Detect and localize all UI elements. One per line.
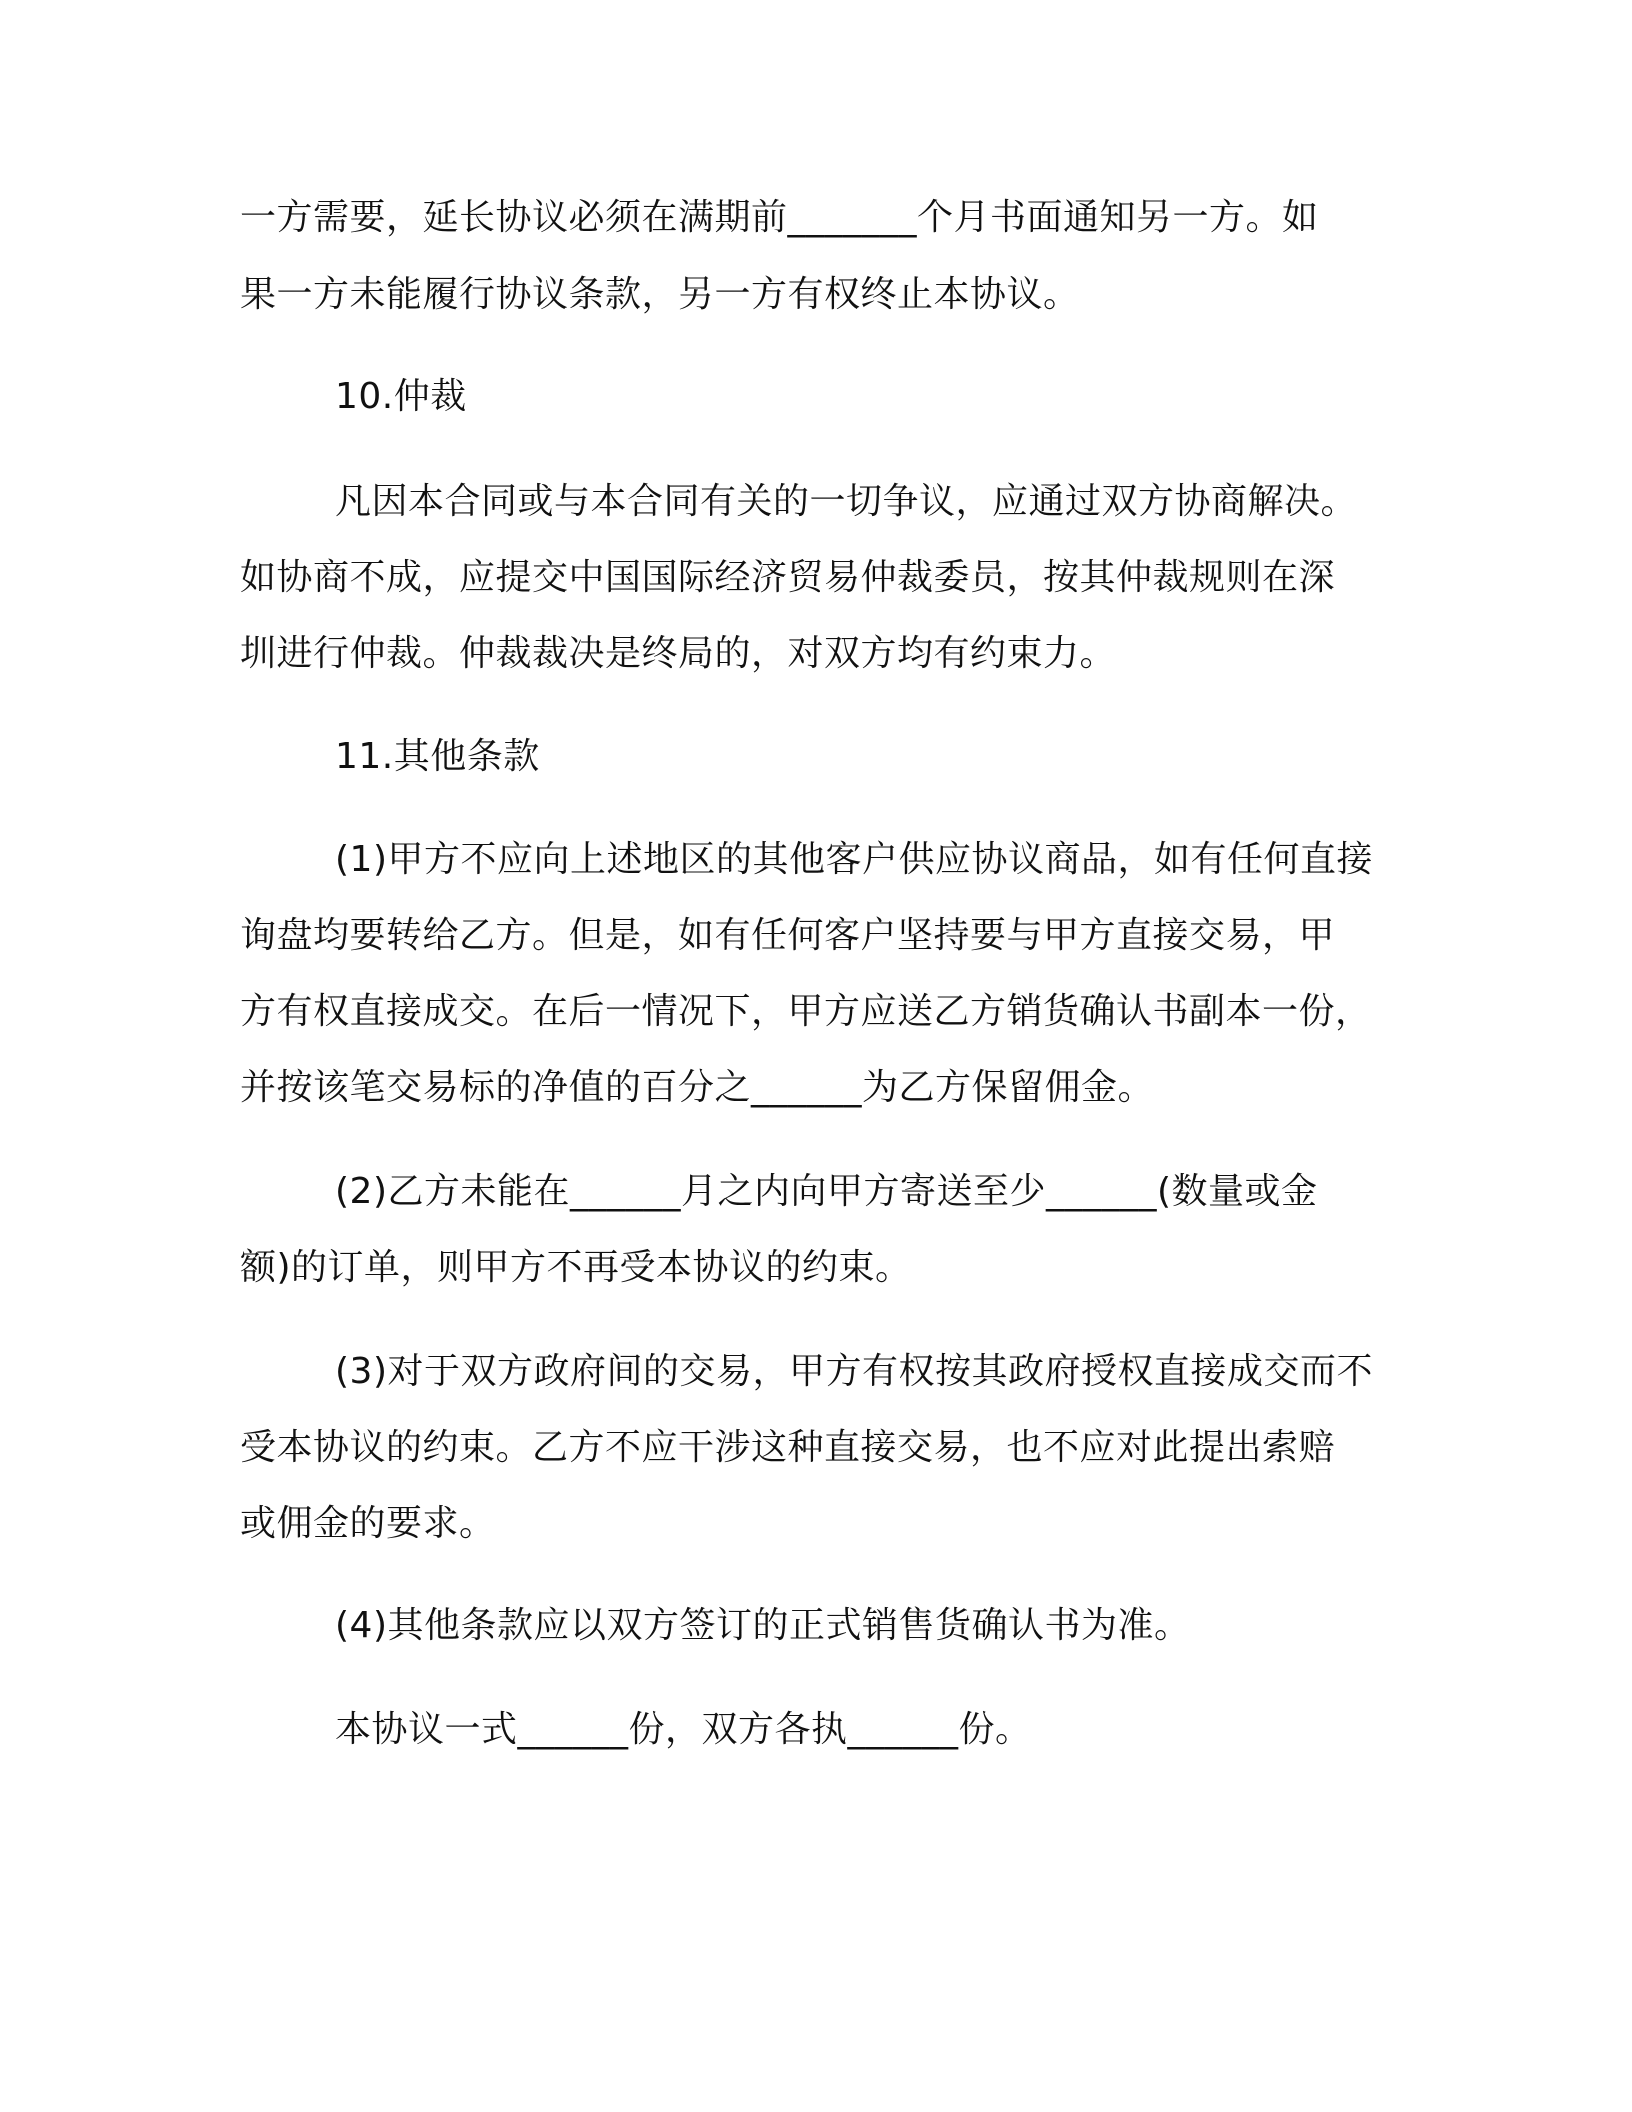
text-line: 果一方未能履行协议条款，另一方有权终止本协议。 (240, 274, 1080, 315)
text-line: 方有权直接成交。在后一情况下，甲方应送乙方销货确认书副本一份， (240, 991, 1372, 1032)
text-line: 本协议一式______份，双方各执______份。 (335, 1709, 1032, 1750)
section-heading: 10.仲裁 (335, 376, 467, 417)
text-line: 一方需要，延长协议必须在满期前_______个月书面通知另一方。如 (240, 197, 1319, 238)
text-line: (1)甲方不应向上述地区的其他客户供应协议商品，如有任何直接 (335, 839, 1373, 880)
text-line: 或佣金的要求。 (240, 1503, 496, 1544)
text-line: 圳进行仲裁。仲裁裁决是终局的，对双方均有约束力。 (240, 633, 1117, 674)
text-line: 受本协议的约束。乙方不应干涉这种直接交易，也不应对此提出索赔 (240, 1427, 1336, 1468)
text-line: 额)的订单，则甲方不再受本协议的约束。 (240, 1247, 912, 1288)
text-line: (3)对于双方政府间的交易，甲方有权按其政府授权直接成交而不 (335, 1351, 1373, 1392)
text-line: 如协商不成，应提交中国国际经济贸易仲裁委员，按其仲裁规则在深 (240, 557, 1336, 598)
text-line: 询盘均要转给乙方。但是，如有任何客户坚持要与甲方直接交易，甲 (240, 915, 1336, 956)
text-line: (4)其他条款应以双方签订的正式销售货确认书为准。 (335, 1605, 1191, 1646)
section-heading: 11.其他条款 (335, 736, 540, 777)
text-line: 并按该笔交易标的净值的百分之______为乙方保留佣金。 (240, 1067, 1155, 1108)
text-line: (2)乙方未能在______月之内向甲方寄送至少______(数量或金 (335, 1171, 1318, 1212)
text-line: 凡因本合同或与本合同有关的一切争议，应通过双方协商解决。 (335, 481, 1358, 522)
